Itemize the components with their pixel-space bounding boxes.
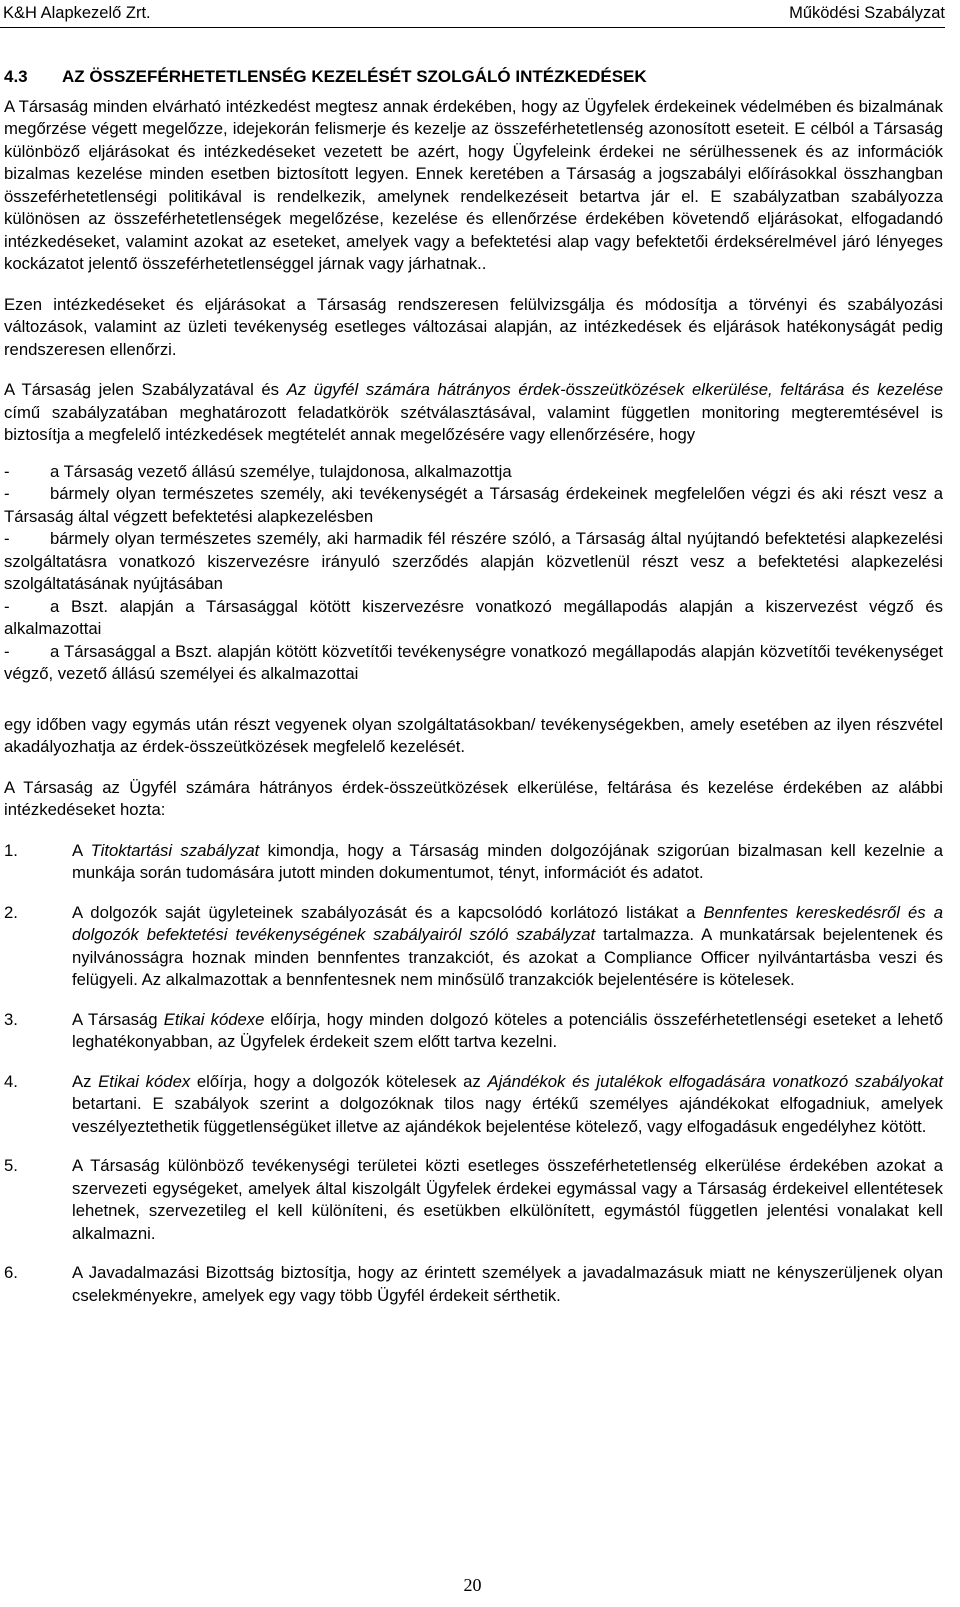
document-body xyxy=(4,66,943,1324)
section-heading xyxy=(4,66,943,89)
item-text xyxy=(72,1071,943,1139)
list-item-text: a Bszt. alapján a Társasággal kötött kiszervezésre vonatkozó megállapodás alapján a kiszervezést végző és alkalmazottai xyxy=(4,596,943,638)
text-run: kimondja, hogy a Társaság minden dolgozójának szigorúan bizalmasan kell kezelnie a munkája során tudomására jutott minden dokumentumot, tényt, információt és adatot. xyxy=(72,840,943,882)
italic-run: Etikai kódex xyxy=(98,1071,191,1091)
participation-paragraph: egy időben vagy egymás után részt vegyenek olyan szolgáltatásokban/ tevékenységekben, amely esetében az ilyen részvétel akadályozhatja az érdek-összeütközések megfelelő kezelését. xyxy=(4,714,943,756)
list-item xyxy=(4,528,943,596)
text-run: című szabályzatában meghatározott feladatkörök szétválasztásával, valamint független monitoring megteremtésével is biztosítja a megfelelő intézkedések megtételét annak megelőzésére vagy ellenőrzésére, hogy xyxy=(4,402,943,444)
numbered-item xyxy=(4,902,943,992)
document-title: Működési Szabályzat xyxy=(789,4,945,22)
list-item-text: a Társasággal a Bszt. alapján kötött közvetítői tevékenységre vonatkozó megállapodás alapján közvetítői tevékenységet végző, vezető állású személyei és alkalmazottai xyxy=(4,641,943,683)
page-header xyxy=(0,0,945,26)
item-number: 1. xyxy=(4,840,18,860)
section-title: AZ ÖSSZEFÉRHETETLENSÉG KEZELÉSÉT SZOLGÁLÓ INTÉZKEDÉSEK xyxy=(62,67,647,86)
review-paragraph: Ezen intézkedéseket és eljárásokat a Társaság rendszeresen felülvizsgálja és módosítja a törvényi és szabályozási változások, valamint az üzleti tevékenység esetleges változásai alapján, az intézkedések és eljárások hatékonyságát pedig rendszeresen ellenőrzi. xyxy=(4,294,943,359)
intro-paragraph: A Társaság minden elvárható intézkedést megtesz annak érdekében, hogy az Ügyfelek érdekeinek védelmében és bizalmának megőrzése végett megelőzze, idejekorán felismerje és kezelje az összeférhetetlenség azonosított eseteit. E célból a Társaság különböző eljárásokat és intézkedéseket vezetett be azért, hogy Ügyfeleink érdekei ne sérülhessenek és az információk bizalmas kezelése minden esetben biztosított legyen. Ennek keretében a Társaság a jogszabályi előírásokkal összhangban összeférhetetlenségi politikával is rendelkezik, amelynek rendelkezéseit betartva jár el. E szabályzatban szabályozza különösen az összeférhetetlenségek megelőzése, kezelése és ellenőrzése érdekében követendő eljárásokat, elfogadandó intézkedéseket, valamint azokat az eseteket, amelyek vagy a befektetési alap vagy befektetői érdeksérelmével járó lényeges kockázatot jelentő összeférhetetlenséggel járnak vagy járhatnak.. xyxy=(4,96,943,273)
list-item-text: a Társaság vezető állású személye, tulajdonosa, alkalmazottja xyxy=(50,461,512,481)
list-item xyxy=(4,596,943,641)
numbered-item xyxy=(4,1071,943,1139)
text-run: Az xyxy=(72,1071,99,1091)
italic-run: Bennfentes kereskedésről és a dolgozók befektetési tevékenységének szabályairól szóló szabályzat xyxy=(72,902,943,944)
item-text xyxy=(72,840,943,885)
item-number: 3. xyxy=(4,1009,18,1029)
measures-intro-paragraph: A Társaság az Ügyfél számára hátrányos érdek-összeütközések elkerülése, feltárása és kezelése érdekében az alábbi intézkedéseket hozta: xyxy=(4,777,943,819)
text-run: előírja, hogy minden dolgozó köteles a potenciális összeférhetetlenségi eseteket a lehető leghatékonyabban, az Ügyfelek érdekeit szem előtt tartva kezelni. xyxy=(72,1009,943,1051)
item-number: 5. xyxy=(4,1156,18,1175)
item-number: 2. xyxy=(4,902,18,922)
numbered-list xyxy=(4,840,943,1308)
numbered-item xyxy=(4,1155,943,1245)
section-number: 4.3 xyxy=(4,67,28,86)
dash-marker: - xyxy=(4,641,10,661)
list-item xyxy=(4,483,943,528)
item-number: 4. xyxy=(4,1071,18,1091)
list-item xyxy=(4,461,943,484)
text-run: A dolgozók saját ügyleteinek szabályozását és a kapcsolódó korlátozó listákat a xyxy=(72,902,704,922)
italic-run: Etikai kódexe xyxy=(163,1009,265,1029)
numbered-item xyxy=(4,1009,943,1054)
text-run: előírja, hogy a dolgozók kötelesek az xyxy=(190,1071,488,1091)
text-run: A Társaság xyxy=(72,1009,164,1029)
item-text xyxy=(72,1009,943,1054)
italic-run: Az ügyfél számára hátrányos érdek-összeütközések elkerülése, feltárása és kezelése xyxy=(286,380,943,399)
italic-run: Titoktartási szabályzat xyxy=(90,840,260,860)
dash-marker: - xyxy=(4,484,10,503)
italic-run: Ajándékok és jutalékok elfogadására vonatkozó szabályokat xyxy=(487,1071,943,1091)
text-run: A Társaság jelen Szabályzatával és xyxy=(4,380,287,399)
numbered-item xyxy=(4,1262,943,1307)
policy-paragraph xyxy=(4,379,943,447)
text-run: tartalmazza. A munkatársak bejelentenek és nyilvánosságra hoznak minden bennfentes tranzakciót, és azokat a Compliance Officer nyilvántartásba veszi és felügyeli. Az alkalmazottak a bennfentesnek nem minősülő tranzakciók bejelentésére is kötelesek. xyxy=(72,925,944,989)
list-item-text: bármely olyan természetes személy, aki tevékenységét a Társaság érdekeinek megfelelően végzi és aki részt vesz a Társaság által végzett befektetési alapkezelésben xyxy=(4,484,943,526)
item-text xyxy=(72,1262,943,1307)
text-run: A Javadalmazási Bizottság biztosítja, hogy az érintett személyek a javadalmazásuk miatt ne kényszerüljenek olyan cselekményekre, amelyek egy vagy több Ügyfél érdekeit sérthetik. xyxy=(72,1263,943,1305)
company-name: K&H Alapkezelő Zrt. xyxy=(3,4,151,22)
list-item-text: bármely olyan természetes személy, aki harmadik fél részére szóló, a Társaság által nyújtandó befektetési alapkezelési szolgáltatásra vonatkozó kiszervezésre irányuló szerződés alapján közvetlenül részt vesz a befektetési alapkezelési szolgáltatásának nyújtásában xyxy=(4,529,943,593)
text-run: betartani. E szabályok szerint a dolgozóknak tilos nagy értékű személyes ajándékokat elfogadniuk, amelyek veszélyeztethetik függetlenségüket illetve az ajándékok bejelentése kötelező, vagy elfogadásuk engedélyhez kötött. xyxy=(72,1094,943,1136)
text-run: A Társaság különböző tevékenységi területei közti esetleges összeférhetetlenség elkerülése érdekében azokat a szervezeti egységeket, amelyek által kiszolgált Ügyfelek érdekei egymással vagy a Társaság érdekeivel ellentétesek lehetnek, szervezetileg el kell különíteni, és esetükben elkülönített, egymástól független jelentési vonalakat kell alkalmazni. xyxy=(72,1156,943,1243)
item-text xyxy=(72,1155,943,1245)
header-divider xyxy=(0,27,945,28)
item-text xyxy=(72,902,943,992)
dash-marker: - xyxy=(4,529,10,548)
dash-list xyxy=(4,461,943,686)
page-number: 20 xyxy=(463,1575,482,1595)
list-item xyxy=(4,641,943,686)
item-number: 6. xyxy=(4,1263,18,1282)
text-run: A xyxy=(72,840,91,860)
dash-marker: - xyxy=(4,461,10,481)
dash-marker: - xyxy=(4,596,10,616)
numbered-item xyxy=(4,840,943,885)
